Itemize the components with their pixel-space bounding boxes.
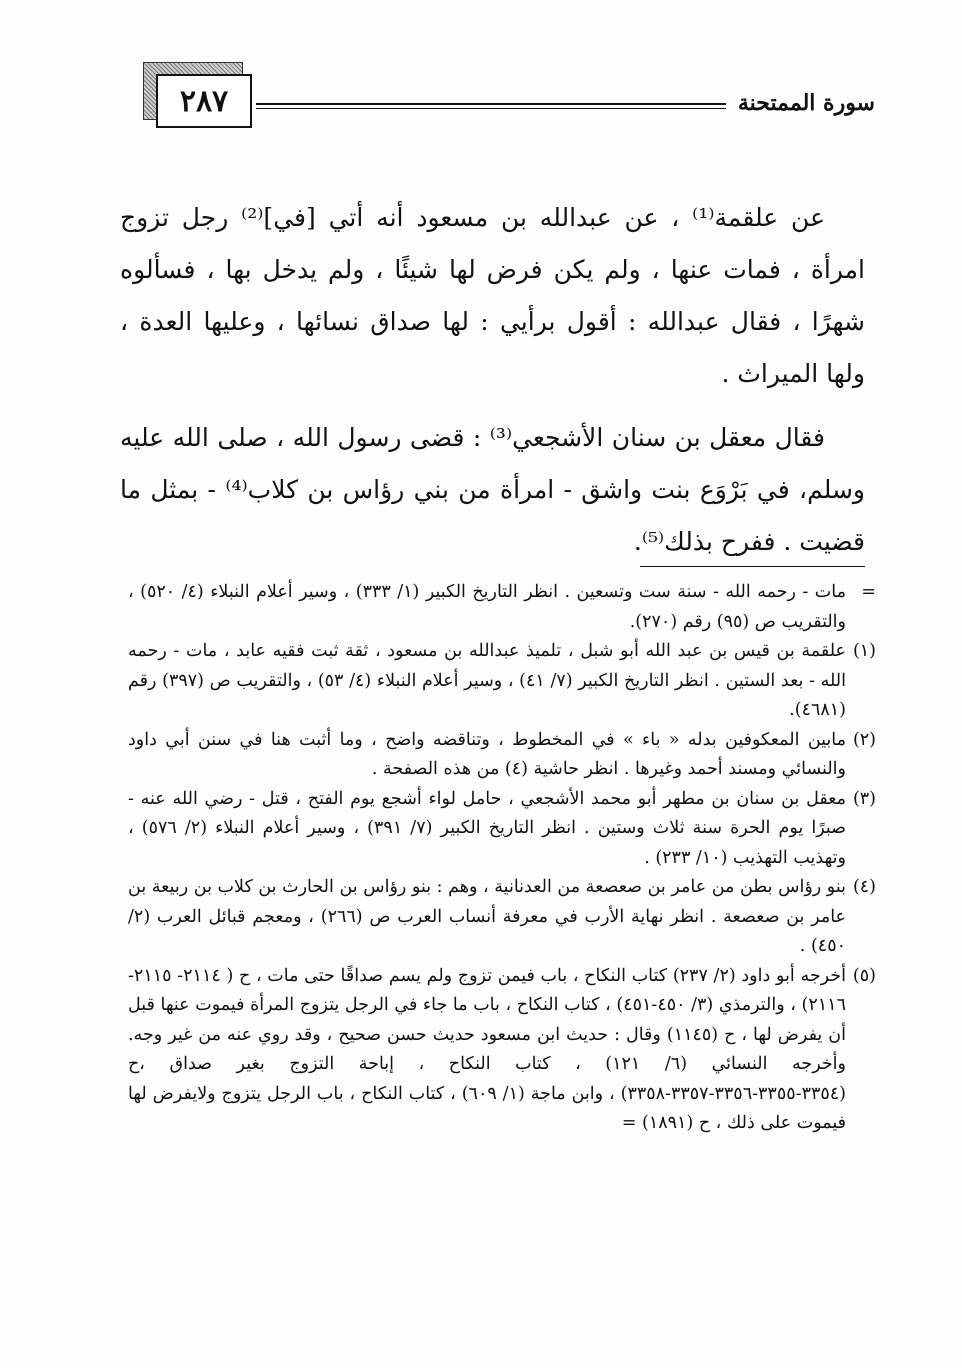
footnote-4 (128, 873, 876, 962)
footnote-continued (128, 578, 876, 637)
page-number-box (143, 62, 255, 130)
footnote-separator (640, 566, 865, 567)
footnote-2 (128, 726, 876, 785)
main-text (120, 192, 865, 568)
surah-title: سورة الممتحنة (737, 90, 875, 116)
footnote-text: بنو رؤاس بطن من عامر بن صعصعة من العدنانية ، وهم : بنو رؤاس بن الحارث بن كلاب بن ربيعة بن عامر بن صعصعة . انظر نهاية الأرب في معرفة أنساب العرب ص (٢٦٦) ، ومعجم قبائل العرب (٢/ ٤٥٠) . (128, 877, 846, 956)
footnote-marker: (٥) (852, 965, 876, 986)
page-number: ٢٨٧ (156, 74, 252, 128)
footnote-marker: (١) (852, 641, 876, 661)
footnote-marker: = (861, 582, 876, 602)
footnote-text: أخرجه أبو داود (٢/ ٢٣٧) كتاب النكاح ، باب فيمن تزوج ولم يسم صداقًا حتى مات ، ح ( ٢١١٤- ٢١١٥- ٢١١٦) ، والترمذي (٣/ ٤٥٠-٤٥١) ، كتاب النكاح ، باب ما جاء في الرجل يتزوج المرأة فيموت عنها قبل أن يفرض لها ، ح (١١٤٥) وقال : حديث ابن مسعود حديث حسن صحيح ، وقد روي عنه من غير وجه. وأخرجه النسائي (٦/ ١٢١) ، كتاب النكاح ، إباحة التزوج بغير صداق ،ح (٣٣٥٤-٣٣٥٥-٣٣٥٦-٣٣٥٧-٣٣٥٨) ، وابن ماجة (١/ ٦٠٩) ، كتاب النكاح ، باب الرجل يتزوج ولايفرض لها فيموت على ذلك ، ح (١٨٩١) = (128, 965, 846, 1133)
footnote-text: علقمة بن قيس بن عبد الله أبو شبل ، تلميذ عبدالله بن مسعود ، ثقة ثبت فقيه عابد ، مات - رحمه الله - بعد الستين . انظر التاريخ الكبير (٧/ ٤١) ، وسير أعلام النبلاء (٤/ ٥٣) ، والتقريب ص (٣٩٧) رقم (٤٦٨١). (128, 641, 846, 720)
paragraph-2: فقال معقل بن سنان الأشجعي⁽³⁾ : قضى رسول الله ، صلى الله عليه وسلم، في بَرْوَع بنت واشق - امرأة من بني رؤاس بن كلاب⁽⁴⁾ - بمثل ما قضيت . ففرح بذلك⁽⁵⁾. (120, 423, 866, 556)
footnote-text: مابين المعكوفين بدله « باء » في المخطوط ، وتناقضه واضح ، وما أثبت هنا في سنن أبي داود والنسائي ومسند أحمد وغيرها . انظر حاشية (٤) من هذه الصفحة . (128, 729, 846, 779)
footnote-marker: (٢) (852, 729, 876, 750)
paragraph-1: عن علقمة⁽¹⁾ ، عن عبدالله بن مسعود أنه أتي [في]⁽²⁾ رجل تزوج امرأة ، فمات عنها ، ولم يكن فرض لها شيئًا ، ولم يدخل بها ، فسألوه شهرًا ، فقال عبدالله : أقول برأيي : لها صداق نسائها ، وعليها العدة ، ولها الميراث . (120, 203, 865, 388)
footnotes (128, 578, 876, 1139)
footnote-marker: (٤) (852, 877, 876, 897)
footnote-text: معقل بن سنان بن مطهر أبو محمد الأشجعي ، حامل لواء أشجع يوم الفتح ، قتل - رضي الله عنه - صبرًا يوم الحرة سنة ثلاث وستين . انظر التاريخ الكبير (٧/ ٣٩١) ، وسير أعلام النبلاء (٢/ ٥٧٦) ، وتهذيب التهذيب (١٠/ ٢٣٣) . (128, 788, 847, 868)
footnote-5 (128, 962, 876, 1139)
header-rule (256, 103, 726, 109)
footnote-3 (128, 785, 876, 874)
footnote-text: مات - رحمه الله - سنة ست وتسعين . انظر التاريخ الكبير (١/ ٣٣٣) ، وسير أعلام النبلاء (٤/ ٥٢٠) ، والتقريب ص (٩٥) رقم (٢٧٠). (128, 582, 846, 632)
footnote-1 (128, 637, 876, 726)
footnote-marker: (٣) (852, 788, 876, 809)
